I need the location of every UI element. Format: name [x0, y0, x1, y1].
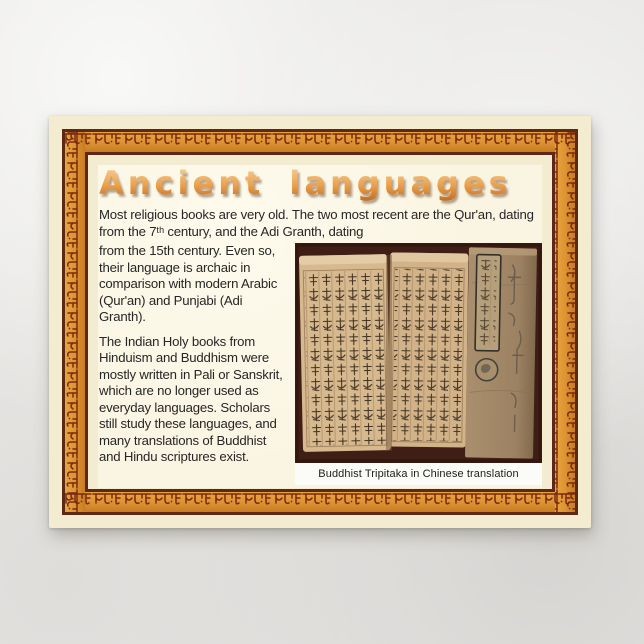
- cover-title-label: [475, 255, 501, 351]
- book-cover: [465, 247, 537, 458]
- paragraph-2: The Indian Holy books from Hinduism and Buddhism were mostly written in Pali or Sanskrit, which are no longer used as everyday languages. Scholars still study these languages, and many translations of Buddhist and Hindu scriptures exist.: [99, 333, 283, 464]
- postcard-content: [98, 165, 542, 488]
- tripitaka-photo: [295, 243, 542, 463]
- photo-caption: Buddhist Tripitaka in Chinese translation: [295, 463, 542, 485]
- text-column: [98, 243, 286, 474]
- cover-seal: [475, 359, 497, 381]
- intro-paragraph: Most religious books are very old. The two most recent are the Qur'an, dating from the 7ᵗʰ century, and the Adi Granth, dating: [99, 207, 534, 239]
- postcard: [49, 116, 591, 528]
- book-page-left: [299, 254, 391, 452]
- paragraph-1-continued: from the 15th century. Even so, their language is archaic in comparison with modern Arabic (Qur'an) and Punjabi (Adi Granth).: [99, 243, 278, 324]
- tripitaka-figure: [295, 243, 542, 485]
- book-page-right: [388, 253, 469, 448]
- postcard-title: Ancient languages: [99, 165, 542, 202]
